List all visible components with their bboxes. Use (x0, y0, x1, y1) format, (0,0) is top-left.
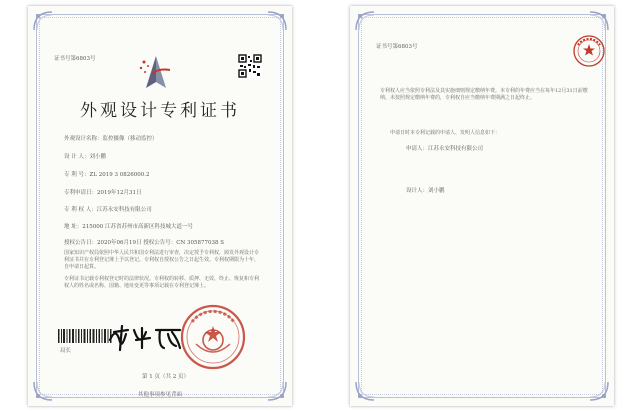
announcement: 授权公告日：2020年06月19日 授权公告号：CN 305877038 S (64, 240, 225, 246)
certificate-number: 证书号第6803号 (376, 44, 418, 50)
chief-signature (106, 322, 184, 352)
corner-ornament-icon (354, 380, 376, 402)
certificate-title: 外观设计专利证书 (80, 101, 240, 121)
legal-paragraph-2: 专利证书记载专利权登记时的法律状况。专利权的转移、质押、无效、终止、恢复和专利权人的姓名或名称、国籍、地址变更等事项记载在专利登记簿上。 (64, 276, 260, 290)
certificate-number: 证书号第6803号 (54, 56, 96, 62)
applicant: 申请人：江苏永安科技有限公司 (406, 146, 484, 152)
patent-office-logo-icon (136, 52, 176, 92)
legal-paragraph-1: 国家知识产权局依照中华人民共和国专利法进行审查，决定授予专利权，颁发外观设计专利证书并在专利登记簿上予以登记。专利权自授权公告之日起生效。专利权期限为十年，自申请日起算。 (64, 250, 260, 271)
page-border (358, 14, 606, 398)
corner-ornament-icon (32, 380, 54, 402)
corner-ornament-icon (588, 380, 610, 402)
page-footer: 第 1 页（共 2 页） (142, 374, 189, 380)
designer: 设计人：刘小鹏 (406, 188, 445, 194)
qr-code-icon (238, 54, 262, 78)
design-name: 外观设计名称：监控摄像（移动监控） (64, 136, 158, 142)
chief-label: 局长 (60, 348, 72, 354)
corner-ornament-icon (32, 10, 54, 32)
designer: 设 计 人：刘小鹏 (64, 154, 106, 160)
corner-ornament-icon (588, 10, 610, 32)
patent-number: 专 利 号：ZL 2019 3 0826000.2 (64, 172, 150, 178)
fee-paragraph: 专利权人应当依照专利法及其实施细则规定缴纳年费。本专利的年费应当在每年12月31日前缴纳。未按照规定缴纳年费的，专利权自应当缴纳年费期满之日起终止。 (380, 88, 588, 102)
corner-ornament-icon (266, 380, 288, 402)
corner-ornament-icon (354, 10, 376, 32)
page-footer-note: 其他事项参见背面 (138, 392, 183, 398)
barcode-icon (58, 328, 112, 342)
filing-date: 专利申请日：2019年12月31日 (64, 190, 142, 196)
address: 地 址：215000 江苏省苏州市高新区科技城大道一号 (64, 224, 193, 230)
corner-ornament-icon (266, 10, 288, 32)
patentee: 专 利 权 人：江苏永安科技有限公司 (64, 207, 152, 213)
certificate-page-front (28, 6, 292, 406)
certificate-page-back (350, 6, 614, 406)
applicant-intro: 申请日时本专利记载的申请人、发明人信息如下： (390, 130, 501, 136)
official-seal-icon (178, 302, 248, 372)
registration-seal-icon (572, 34, 606, 68)
